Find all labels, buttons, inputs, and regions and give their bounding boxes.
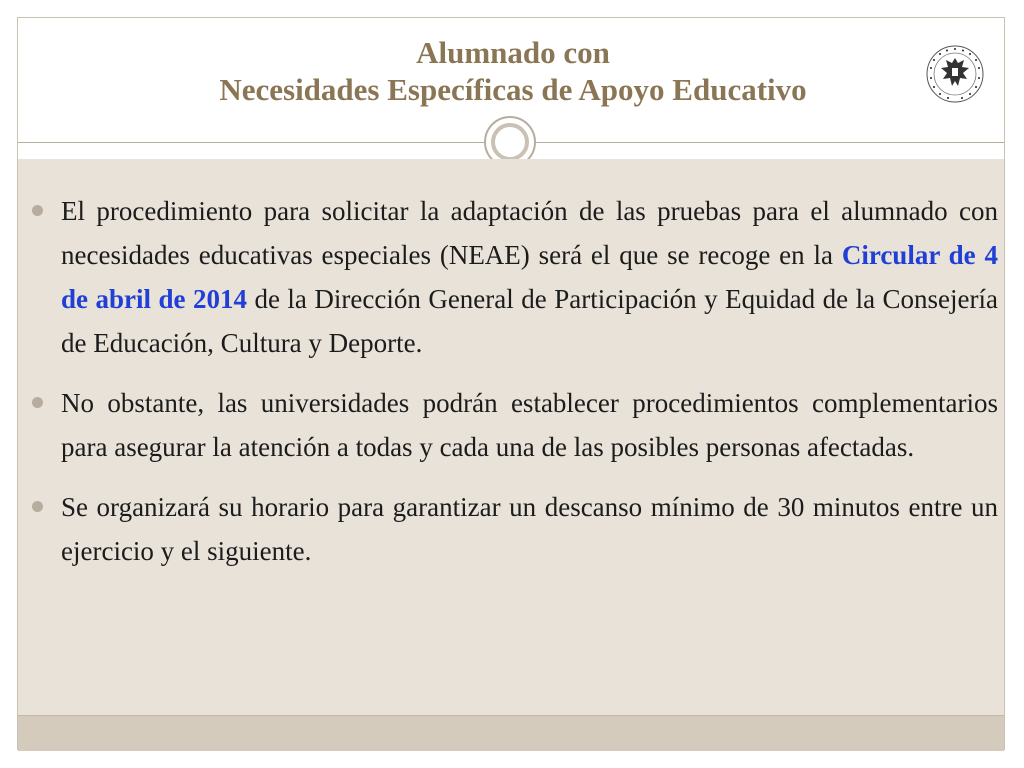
circular-reference: Circular de 4 de abril de 2014 [61,240,998,314]
slide [17,17,1005,750]
bullet-item-1 [32,189,998,365]
slide-title [18,34,1008,108]
university-seal-icon [925,44,985,104]
bullet-icon [32,397,43,408]
bullet-item-2 [32,381,998,469]
bullet-item-3 [32,485,998,573]
bullet-icon [32,205,43,216]
bullet-1-text-after: de la Dirección General de Participación y Equidad de la Consejería de Educación, Cultura y Deporte. [61,284,998,358]
bullet-icon [32,501,43,512]
title-line-1: Alumnado con [416,35,610,70]
title-line-2: Necesidades Específicas de Apoyo Educativo [219,72,807,107]
bullet-list [32,189,998,589]
slide-footer [18,715,1004,751]
bullet-3-text: Se organizará su horario para garantizar un descanso mínimo de 30 minutos entre un ejercicio y el siguiente. [61,492,998,566]
slide-content [18,159,1004,715]
bullet-2-text: No obstante, las universidades podrán establecer procedimientos complementarios para asegurar la atención a todas y cada una de las posibles personas afectadas. [61,388,998,462]
bullet-1-text-before: El procedimiento para solicitar la adaptación de las pruebas para el alumnado con necesidades educativas especiales (NEAE) será el que se recoge en la [61,196,998,270]
